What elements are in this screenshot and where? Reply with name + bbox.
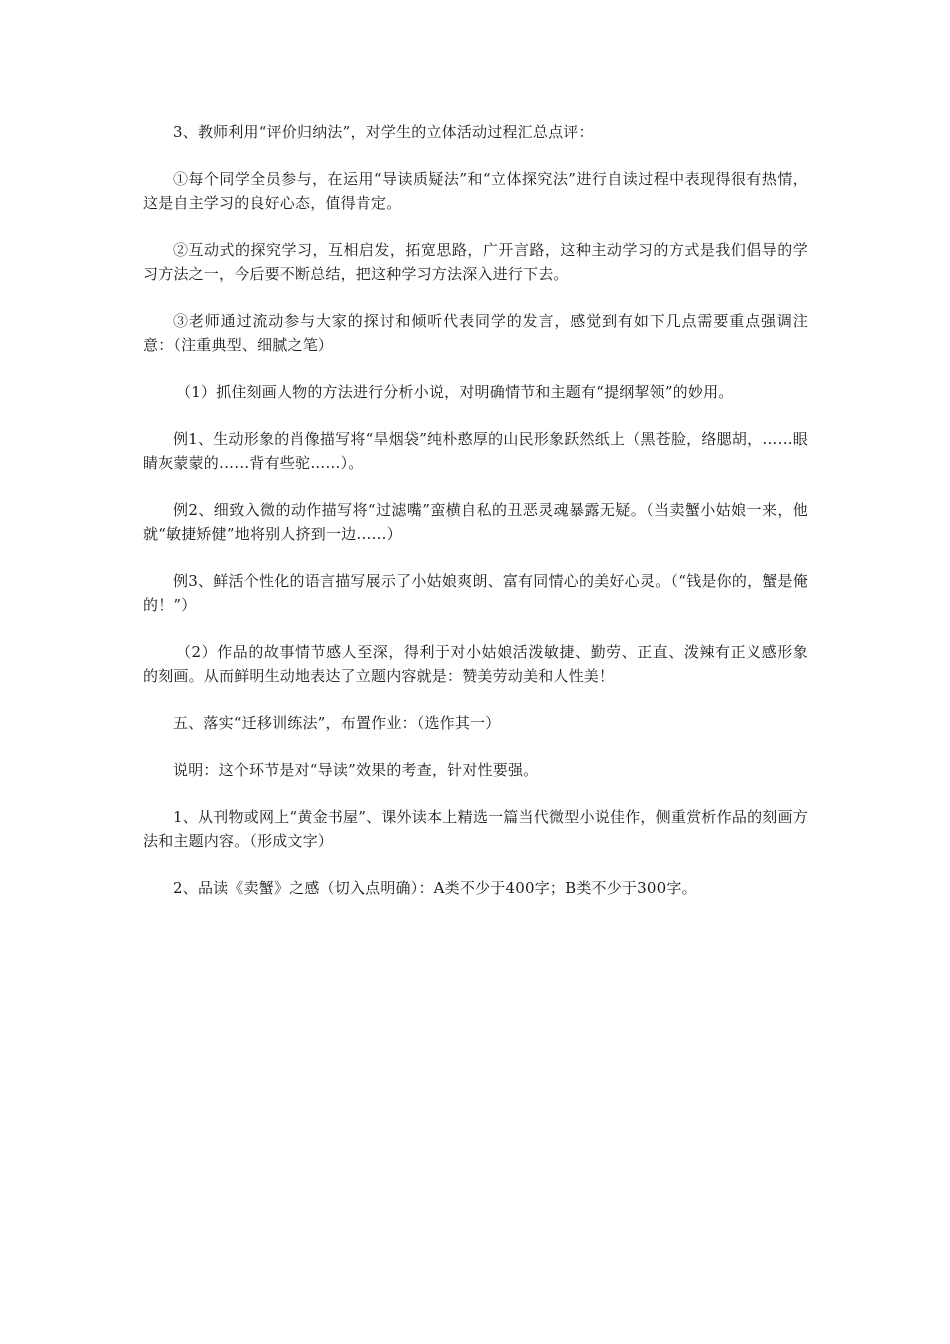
paragraph-example-3: 例3、鲜活个性化的语言描写展示了小姑娘爽朗、富有同情心的美好心灵。（“钱是你的，蟹是俺的！”） <box>143 572 808 614</box>
paragraph-assignment-1: 1、从刊物或网上“黄金书屋”、课外读本上精选一篇当代微型小说佳作，侧重赏析作品的刻画方法和主题内容。（形成文字） <box>143 808 808 850</box>
paragraph-subpoint-1: （1）抓住刻画人物的方法进行分析小说，对明确情节和主题有“提纲挈领”的妙用。 <box>176 383 734 401</box>
paragraph-example-1: 例1、生动形象的肖像描写将“旱烟袋”纯朴憨厚的山民形象跃然纸上（黑苍脸，络腮胡，……眼睛灰蒙蒙的……背有些驼……）。 <box>143 430 808 472</box>
paragraph-point-1: ①每个同学全员参与，在运用“导读质疑法”和“立体探究法”进行自读过程中表现得很有热情，这是自主学习的良好心态，值得肯定。 <box>143 170 808 212</box>
paragraph-note: 说明：这个环节是对“导读”效果的考查，针对性要强。 <box>173 761 539 779</box>
paragraph-point-3: ③老师通过流动参与大家的探讨和倾听代表同学的发言，感觉到有如下几点需要重点强调注意：（注重典型、细腻之笔） <box>143 312 808 354</box>
paragraph-point-2: ②互动式的探究学习，互相启发，拓宽思路，广开言路，这种主动学习的方式是我们倡导的学习方法之一，今后要不断总结，把这种学习方法深入进行下去。 <box>143 241 808 283</box>
paragraph-teacher-summary: 3、教师利用“评价归纳法”，对学生的立体活动过程汇总点评： <box>173 123 594 141</box>
paragraph-section-five-heading: 五、落实“迁移训练法”，布置作业：（选作其一） <box>173 714 501 732</box>
document-body <box>143 120 808 923</box>
paragraph-example-2: 例2、细致入微的动作描写将“过滤嘴”蛮横自私的丑恶灵魂暴露无疑。（当卖蟹小姑娘一来，他就“敏捷矫健”地将别人挤到一边……） <box>143 501 808 543</box>
paragraph-assignment-2: 2、品读《卖蟹》之感（切入点明确）：A类不少于400字；B类不少于300字。 <box>173 879 697 897</box>
paragraph-subpoint-2: （2）作品的故事情节感人至深，得利于对小姑娘活泼敏捷、勤劳、正直、泼辣有正义感形象的刻画。从而鲜明生动地表达了立题内容就是：赞美劳动美和人性美！ <box>143 643 808 685</box>
